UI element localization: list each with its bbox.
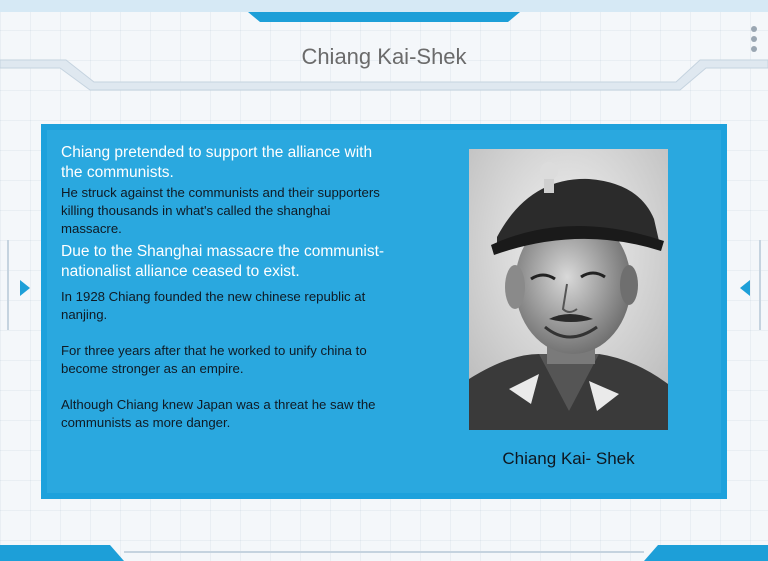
- page-title: Chiang Kai-Shek: [301, 44, 467, 69]
- paragraph-japan-threat: Although Chiang knew Japan was a threat he saw the communists as more danger.: [61, 397, 376, 430]
- paragraph-alliance-ended: Due to the Shanghai massacre the communist-nationalist alliance ceased to exist.: [61, 243, 385, 280]
- triangle-right-icon[interactable]: [20, 280, 30, 296]
- vertical-dots-icon[interactable]: [749, 26, 759, 54]
- paragraph-nanjing: In 1928 Chiang founded the new chinese republic at nanjing.: [61, 289, 366, 322]
- photo-caption: Chiang Kai- Shek: [502, 449, 635, 468]
- paragraph-alliance: Chiang pretended to support the alliance with the communists.: [61, 144, 373, 181]
- triangle-left-icon[interactable]: [740, 280, 750, 296]
- paragraph-unify: For three years after that he worked to unify china to become stronger as an empire.: [61, 343, 367, 376]
- text-column: [61, 143, 391, 432]
- paragraph-massacre: He struck against the communists and their supporters killing thousands in what's called the shanghai massacre.: [61, 185, 380, 236]
- portrait-photo: [469, 149, 668, 430]
